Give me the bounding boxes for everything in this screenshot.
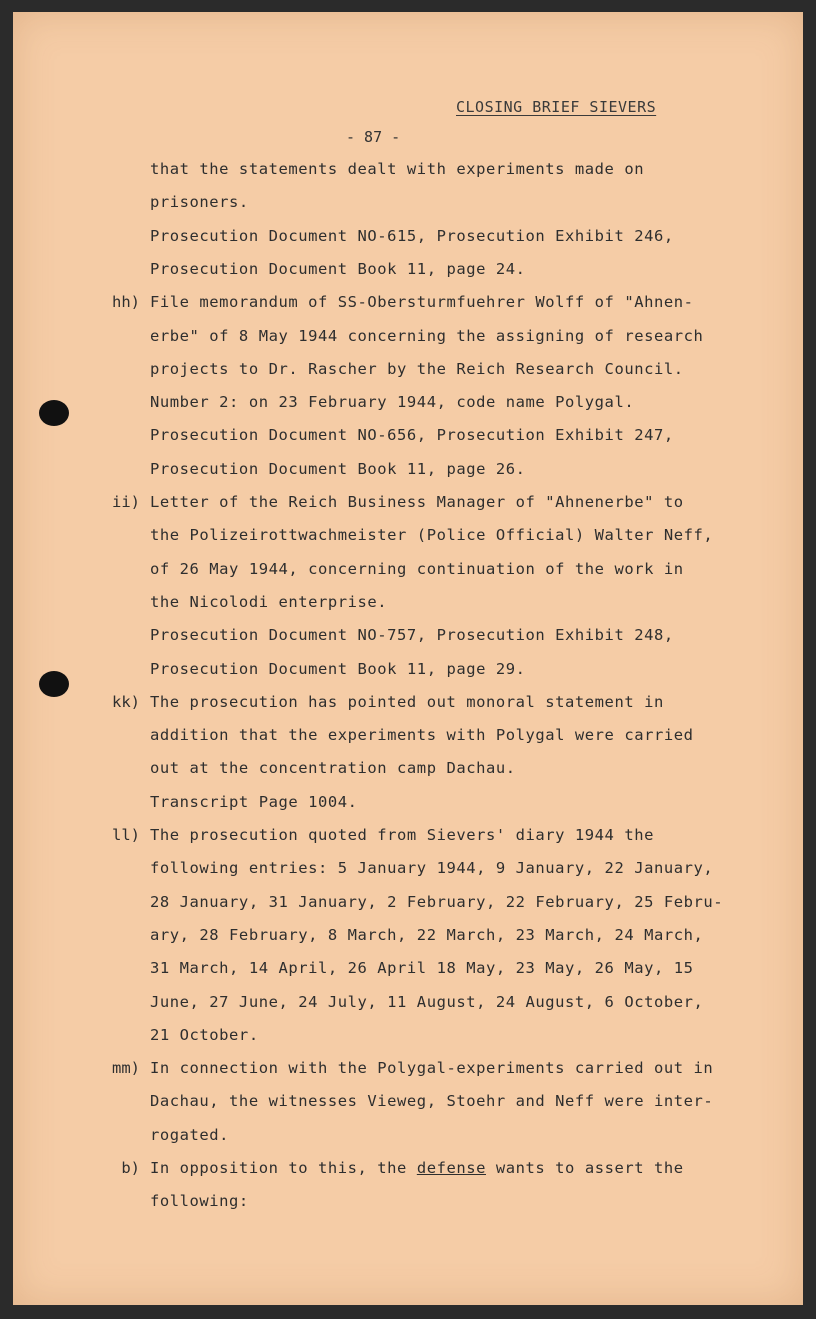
text-line: Letter of the Reich Business Manager of "Ahnenerbe" to bbox=[150, 493, 684, 511]
text-line: File memorandum of SS-Obersturmfuehrer Wolff of "Ahnen- bbox=[150, 293, 694, 312]
item-marker: mm) bbox=[112, 1059, 140, 1078]
text-line: Prosecution Document Book 11, page 26. bbox=[150, 459, 526, 478]
text-line: prisoners. bbox=[150, 193, 249, 212]
punch-hole bbox=[39, 671, 69, 697]
text-line: rogated. bbox=[150, 1125, 230, 1144]
item-marker: b) bbox=[121, 1159, 140, 1177]
text-line: projects to Dr. Rascher by the Reich Research Council. bbox=[150, 359, 684, 378]
text-line: In connection with the Polygal-experiments carried out in bbox=[150, 1059, 714, 1078]
text-line: The prosecution has pointed out monoral statement in bbox=[150, 692, 664, 711]
text-line: 31 March, 14 April, 26 April 18 May, 23 May, 26 May, 15 bbox=[150, 959, 694, 978]
document-page bbox=[13, 12, 803, 1305]
text-line: addition that the experiments with Polygal were carried bbox=[150, 726, 694, 745]
text-line: Dachau, the witnesses Vieweg, Stoehr and Neff were inter- bbox=[150, 1092, 714, 1111]
page-number: - 87 - bbox=[346, 128, 401, 146]
text-line: In opposition to this, the defense wants to assert the bbox=[150, 1159, 684, 1177]
text-line: of 26 May 1944, concerning continuation of the work in bbox=[150, 559, 684, 578]
text-line: Prosecution Document NO-656, Prosecution Exhibit 247, bbox=[150, 426, 674, 445]
text-line: The prosecution quoted from Sievers' diary 1944 the bbox=[150, 826, 654, 844]
text-line: the Polizeirottwachmeister (Police Official) Walter Neff, bbox=[150, 526, 714, 545]
text-line: the Nicolodi enterprise. bbox=[150, 592, 388, 611]
underlined-word: defense bbox=[416, 1159, 486, 1177]
text-line: following entries: 5 January 1944, 9 January, 22 January, bbox=[150, 859, 714, 878]
item-marker: ii) bbox=[112, 493, 140, 511]
text-line: following: bbox=[150, 1192, 249, 1211]
text-line: June, 27 June, 24 July, 11 August, 24 August, 6 October, bbox=[150, 992, 704, 1011]
item-marker: ll) bbox=[112, 826, 140, 844]
text-line: Prosecution Document Book 11, page 24. bbox=[150, 259, 526, 278]
text-line: ary, 28 February, 8 March, 22 March, 23 March, 24 March, bbox=[150, 925, 704, 944]
page-title: CLOSING BRIEF SIEVERS bbox=[456, 98, 657, 116]
item-marker: kk) bbox=[112, 692, 140, 711]
text-line: Prosecution Document Book 11, page 29. bbox=[150, 659, 526, 678]
text-line: out at the concentration camp Dachau. bbox=[150, 759, 516, 778]
punch-hole bbox=[39, 400, 69, 426]
text-line: Prosecution Document NO-615, Prosecution Exhibit 246, bbox=[150, 226, 674, 245]
text-line: Prosecution Document NO-757, Prosecution Exhibit 248, bbox=[150, 626, 674, 645]
text-line: 28 January, 31 January, 2 February, 22 February, 25 Febru- bbox=[150, 892, 724, 911]
text-line: Number 2: on 23 February 1944, code name Polygal. bbox=[150, 393, 635, 412]
text-line: that the statements dealt with experiments made on bbox=[150, 160, 645, 178]
text-line: Transcript Page 1004. bbox=[150, 792, 358, 811]
item-marker: hh) bbox=[112, 293, 140, 312]
text-line: erbe" of 8 May 1944 concerning the assigning of research bbox=[150, 326, 704, 345]
text-line: 21 October. bbox=[150, 1025, 259, 1044]
